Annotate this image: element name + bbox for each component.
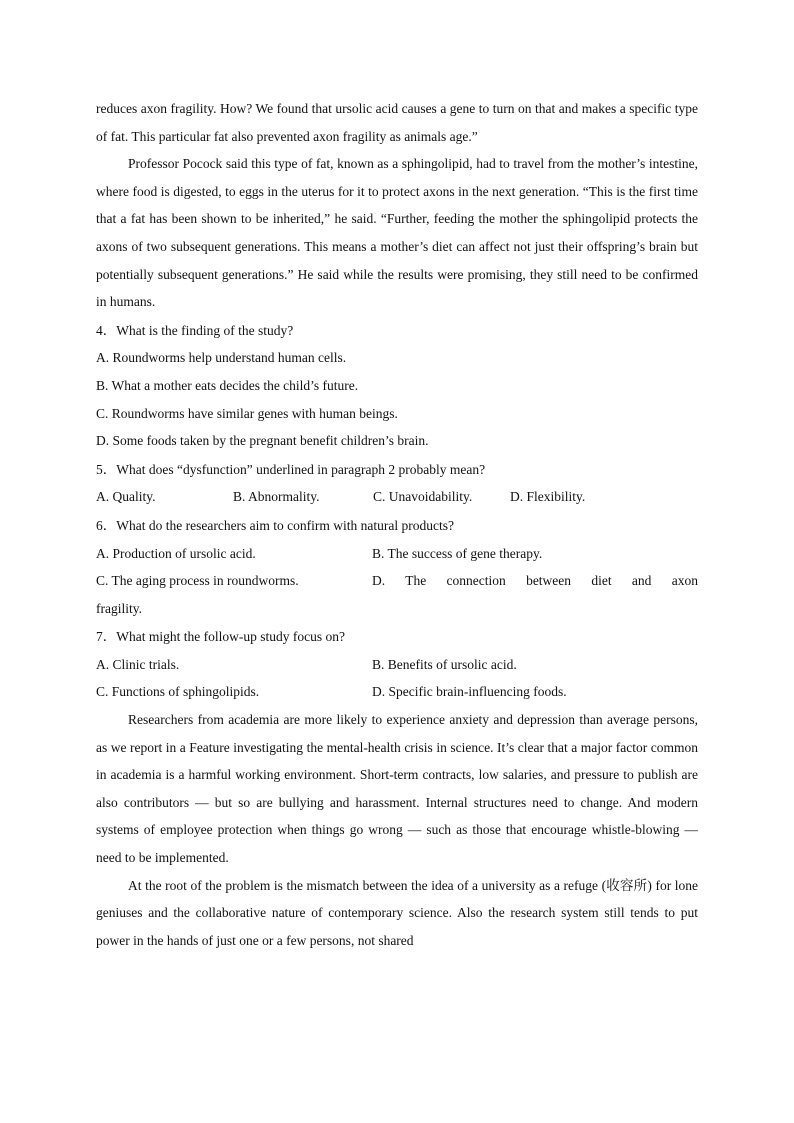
- option-d: D. Some foods taken by the pregnant benefit children’s brain.: [96, 433, 429, 449]
- option-d: D. The connection between diet and axon: [372, 573, 698, 589]
- passage-b-paragraph-1: Researchers from academia are more likely to experience anxiety and depression than average persons, as we report in a Feature investigating the mental-health crisis in science. It’s clear that a major factor common in academia is a harmful working environment. Short-term contracts, low salaries, and pressure to publish are also contributors — but so are bullying and harassment. Internal structures need to change. And modern systems of employee protection when things go wrong — such as those that encourage whistle-blowing — need to be implemented.: [96, 712, 698, 866]
- option-b: B. Benefits of ursolic acid.: [372, 656, 517, 672]
- options-row: [96, 651, 698, 679]
- option-b: B. Abnormality.: [233, 489, 320, 505]
- option-c: C. Functions of sphingolipids.: [96, 684, 260, 700]
- option-d-continuation: fragility.: [96, 600, 142, 616]
- options-row: [96, 678, 698, 706]
- question-4: [96, 317, 698, 455]
- option-a: A. Quality.: [96, 489, 156, 505]
- options-row: [96, 567, 698, 595]
- document-page: [96, 95, 698, 954]
- question-5: [96, 456, 698, 511]
- question-stem: 5．What does “dysfunction” underlined in paragraph 2 probably mean?: [96, 461, 486, 477]
- option-b: B. The success of gene therapy.: [372, 545, 543, 561]
- question-7: [96, 623, 698, 706]
- option-a: A. Roundworms help understand human cells.: [96, 350, 347, 366]
- option-d: D. Specific brain-influencing foods.: [372, 684, 567, 700]
- passage-a-paragraph-2: Professor Pocock said this type of fat, known as a sphingolipid, had to travel from the mother’s intestine, where food is digested, to eggs in the uterus for it to protect axons in the next generation. “This is the first time that a fat has been shown to be inherited,” he said. “Further, feeding the mother the sphingolipid protects the axons of two subsequent generations. This means a mother’s diet can affect not just their offspring’s brain but potentially subsequent generations.” He said while the results were promising, they still need to be confirmed in humans.: [96, 156, 698, 310]
- options-row: [96, 483, 698, 511]
- option-b: B. What a mother eats decides the child’s future.: [96, 377, 359, 393]
- question-6: [96, 512, 698, 622]
- option-a: A. Production of ursolic acid.: [96, 545, 256, 561]
- passage-a-paragraph-1: reduces axon fragility. How? We found that ursolic acid causes a gene to turn on that and makes a specific type of fat. This particular fat also prevented axon fragility as animals age.”: [96, 101, 698, 144]
- option-a: A. Clinic trials.: [96, 656, 180, 672]
- option-d: D. Flexibility.: [510, 489, 586, 505]
- options-row: [96, 540, 698, 568]
- question-stem: 7．What might the follow-up study focus on?: [96, 629, 345, 645]
- question-stem: 6．What do the researchers aim to confirm with natural products?: [96, 517, 455, 533]
- option-c: C. The aging process in roundworms.: [96, 573, 299, 589]
- option-c: C. Unavoidability.: [373, 489, 473, 505]
- question-stem: 4．What is the finding of the study?: [96, 322, 294, 338]
- option-c: C. Roundworms have similar genes with human beings.: [96, 405, 398, 421]
- passage-b-paragraph-2: At the root of the problem is the mismatch between the idea of a university as a refuge (收容所) for lone geniuses and the collaborative nature of contemporary science. Also the research system still tends to put power in the hands of just one or a few persons, not shared: [96, 877, 698, 948]
